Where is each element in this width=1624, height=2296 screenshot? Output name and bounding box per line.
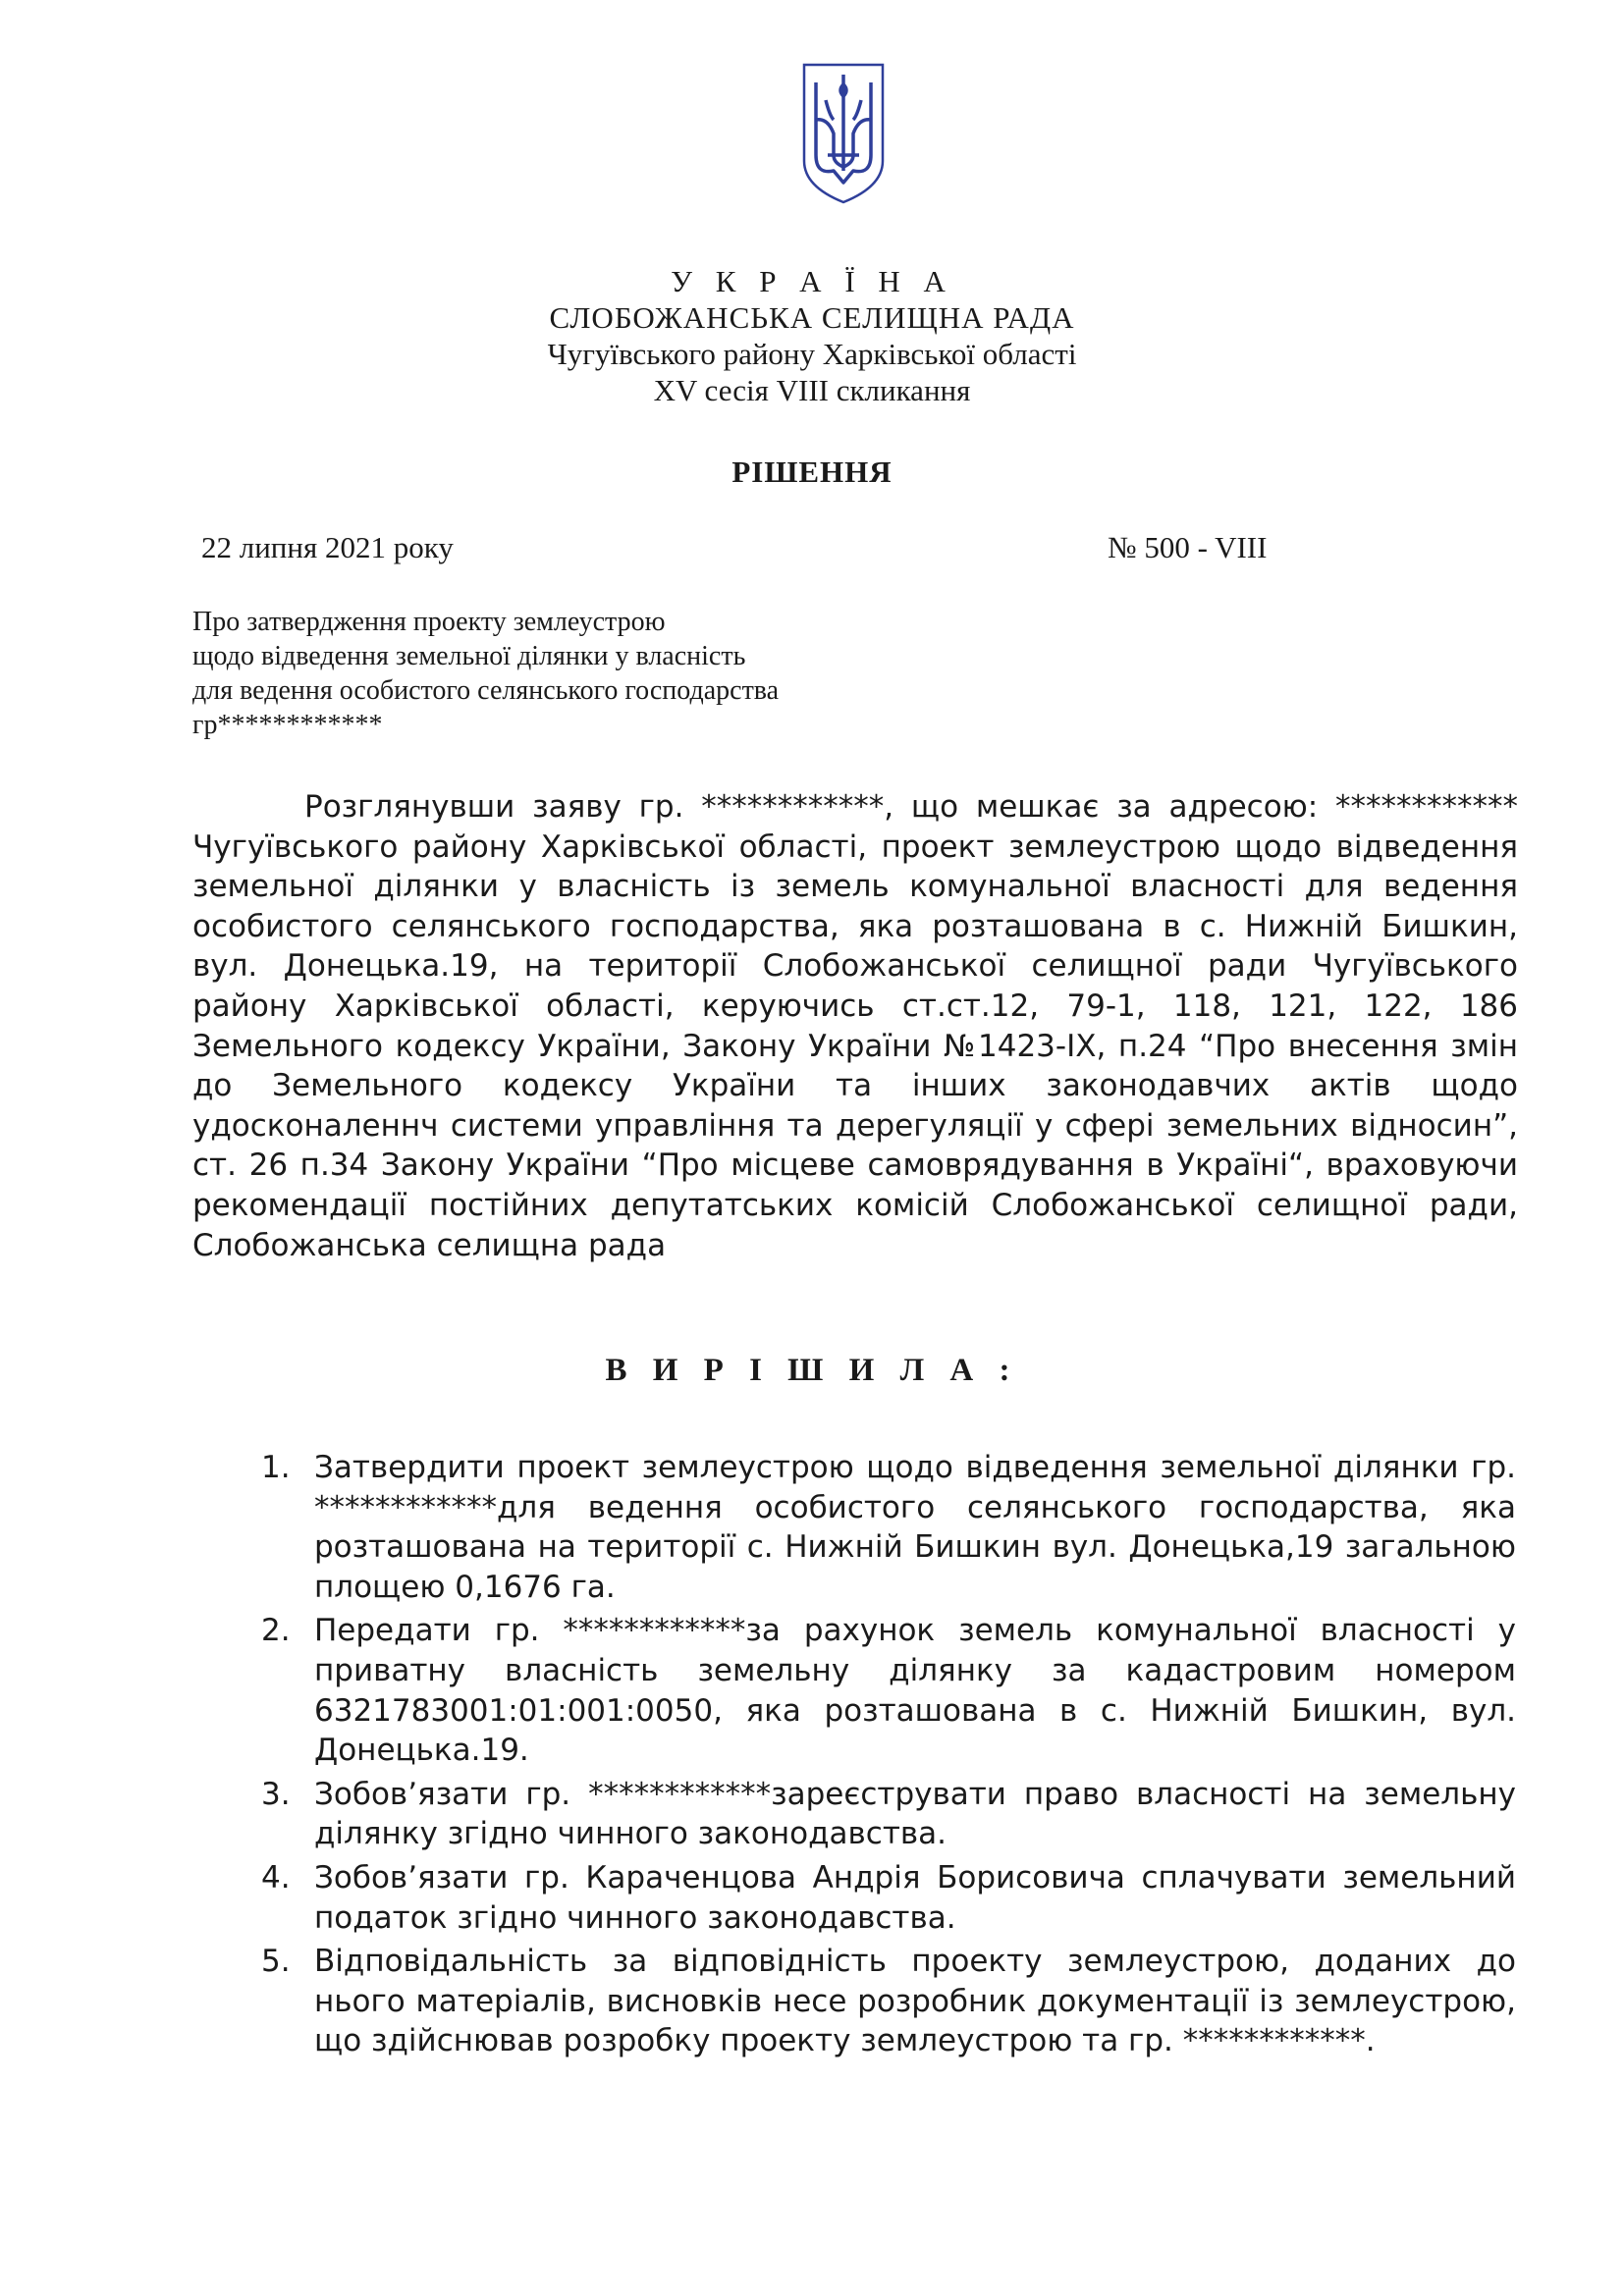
subject-line: щодо відведення земельної ділянки у власність bbox=[192, 641, 746, 671]
country-name: У К Р А Ї Н А bbox=[671, 264, 953, 298]
item-text: Зобов’язати гр. Караченцова Андрія Борисовича сплачувати земельний податок згідно чинного законодавства. bbox=[314, 1859, 1516, 1936]
resolved-heading: В И Р І Ш И Л А : bbox=[605, 1353, 1019, 1388]
subject-line: гр************ bbox=[192, 710, 383, 740]
subject-line: для ведення особистого селянського господарства bbox=[192, 675, 780, 706]
subject-line: Про затвердження проекту землеустрою bbox=[192, 607, 666, 637]
item-text: Передати гр. ************за рахунок земель комунальної власності у приватну власність земельну ділянку за кадастровим номером 6321783001:01:001:0050, яка розташована в с. Нижній Бишкин, вул. Донецька.19. bbox=[314, 1613, 1516, 1769]
list-item bbox=[257, 1858, 1516, 1938]
item-number: 4. bbox=[261, 1859, 291, 1896]
council-name: СЛОБОЖАНСЬКА СЕЛИЩНА РАДА bbox=[549, 300, 1075, 335]
item-text: Затвердити проект землеустрою щодо відведення земельної ділянки гр. ************для ведення особистого селянського господарства, яка розташована на території с. Нижній Бишкин вул. Донецька,19 загальною площею 0,1676 га. bbox=[314, 1450, 1516, 1605]
preamble-paragraph: Розглянувши заяву гр. ************, що мешкає за адресою: ************ Чугуївського району Харківської області, проект землеустрою щодо відведення земельної ділянки у власність із земель комунальної власності для ведення особистого селянського господарства, яка розташована в с. Нижній Бишкин, вул. Донецька.19, на території Слобожанської селищної ради Чугуївського району Харківської області, керуючись ст.ст.12, 79-1, 118, 121, 122, 186 Земельного кодексу України, Закону України №1423-ІХ, п.24 “Про внесення змін до Земельного кодексу України та інших законодавчих актів щодо удосконаленнч системи управління та дерегуляції у сфері земельних відносин”, ст. 26 п.34 Закону України “Про місцеве самоврядування в Україні“, враховуючи рекомендації постійних депутатських комісій Слобожанської селищної ради, Слобожанська селищна рада bbox=[192, 789, 1518, 1263]
item-text: Зобов’язати гр. ************зареєструвати право власності на земельну ділянку згідно чинного законодавства. bbox=[314, 1776, 1516, 1852]
session-info: XV сесія VIII скликання bbox=[653, 373, 971, 407]
item-number: 2. bbox=[261, 1613, 291, 1649]
decision-items bbox=[257, 1448, 1516, 2065]
decision-date: 22 липня 2021 року bbox=[201, 530, 454, 564]
document-header bbox=[0, 263, 1624, 408]
item-number: 5. bbox=[261, 1944, 291, 1980]
list-item bbox=[257, 1775, 1516, 1854]
decision-number: № 500 - VIII bbox=[1108, 530, 1268, 564]
list-item bbox=[257, 1942, 1516, 2061]
list-item bbox=[257, 1448, 1516, 1607]
decision-subject bbox=[192, 605, 899, 742]
trident-icon bbox=[800, 61, 887, 206]
decision-title: РІШЕННЯ bbox=[731, 454, 893, 489]
item-text: Відповідальність за відповідність проекту землеустрою, доданих до нього матеріалів, висновків несе розробник документації із землеустрою, що здійснював розробку проекту землеустрою та гр. ************. bbox=[314, 1944, 1516, 2059]
item-number: 3. bbox=[261, 1776, 291, 1812]
item-number: 1. bbox=[261, 1450, 291, 1485]
district-name: Чугуївського району Харківської області bbox=[547, 337, 1077, 371]
list-item bbox=[257, 1611, 1516, 1770]
